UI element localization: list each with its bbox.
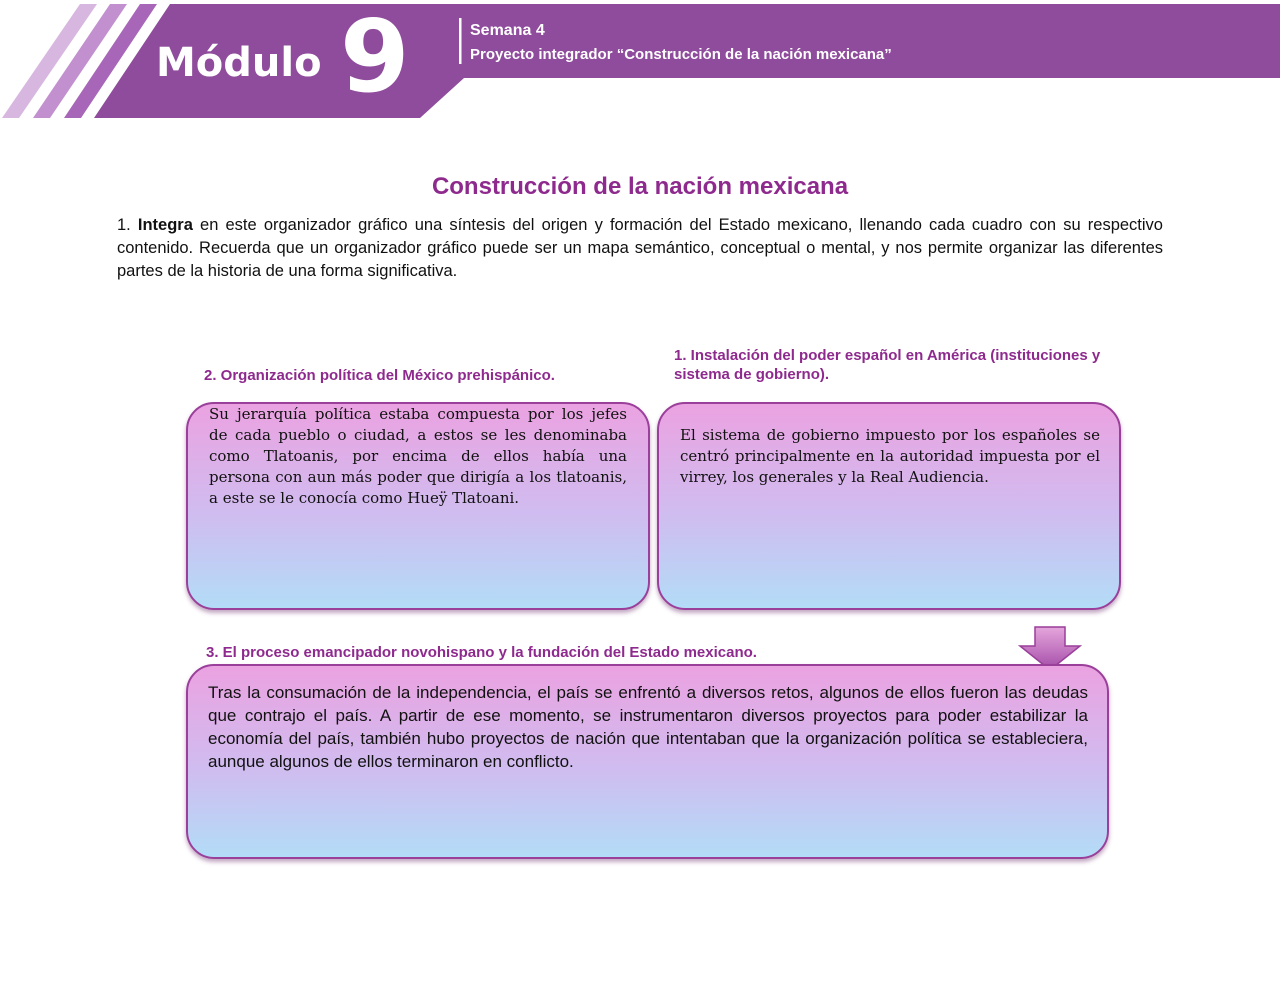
section1-box[interactable] (657, 402, 1121, 610)
section3-text[interactable]: Tras la consumación de la independencia, el país se enfrentó a diversos retos, algunos de ellos fueron las deudas que contrajo el país. A partir de ese momento, se instrumentaron diversos proyectos para poder estabilizar la economía del país, también hubo proyectos de nación que intentaban que la organización política se estableciera, aunque algunos de ellos terminaron en conflicto. (208, 683, 1088, 771)
instruction-number: 1. (117, 216, 131, 234)
section2-box[interactable] (186, 402, 650, 610)
module-word: Módulo (156, 40, 322, 86)
instruction-bold-verb: Integra (137, 216, 193, 234)
section1-label: 1. Instalación del poder español en América (instituciones y sistema de gobierno). (674, 347, 1101, 383)
module-number: 9 (340, 0, 410, 115)
project-label: Proyecto integrador “Construcción de la nación mexicana” (470, 46, 892, 63)
section3-box[interactable] (186, 664, 1109, 859)
instruction-text: en este organizador gráfico una síntesis del origen y formación del Estado mexicano, llenando cada cuadro con su respectivo contenido. Recuerda que un organizador gráfico puede ser un mapa semántico, conceptual o mental, y nos permite organizar las diferentes partes de la historia de una forma significativa. (117, 216, 1163, 280)
section3-label: 3. El proceso emancipador novohispano y la fundación del Estado mexicano. (206, 644, 757, 661)
page-title: Construcción de la nación mexicana (431, 173, 849, 200)
banner-divider (459, 18, 462, 64)
section2-label: 2. Organización política del México prehispánico. (204, 367, 555, 384)
week-label: Semana 4 (470, 22, 545, 39)
section2-text[interactable]: Su jerarquía política estaba compuesta por los jefes de cada pueblo o ciudad, a estos se les denominaba como Tlatoanis, por encima de ellos había una persona con aun más poder que dirigía a los tlatoanis, a este se le conocía como Hueÿ Tlatoani. (209, 405, 627, 507)
instruction-paragraph (117, 214, 1163, 283)
section1-text[interactable]: El sistema de gobierno impuesto por los españoles se centró principalmente en la autoridad impuesta por el virrey, los generales y la Real Audiencia. (680, 426, 1100, 486)
